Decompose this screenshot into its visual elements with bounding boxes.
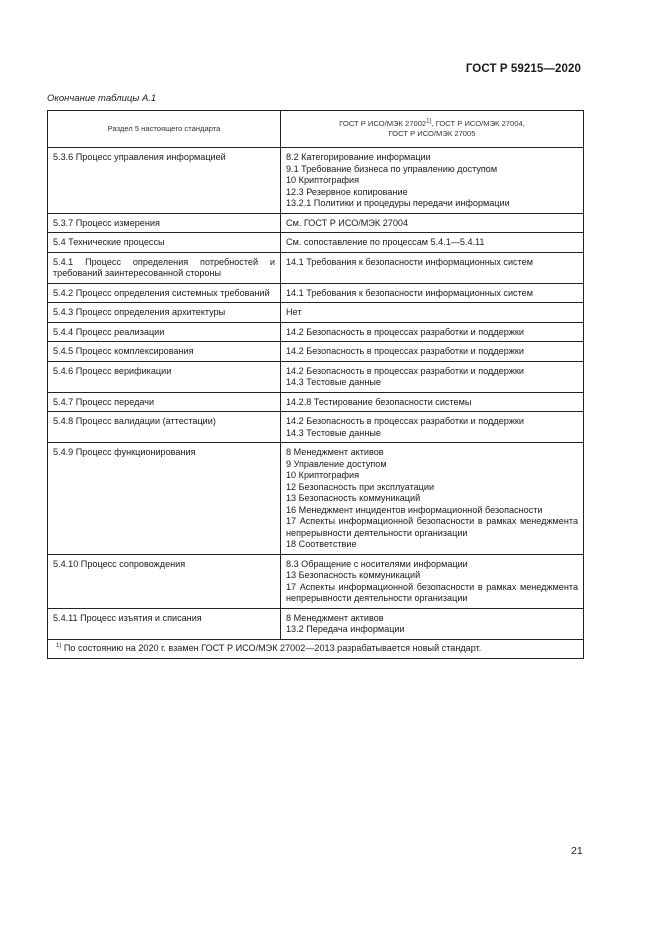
- mapping-item: 8 Менеджмент активов: [286, 447, 384, 457]
- table-header-row: [48, 111, 584, 148]
- mapping-cell: [281, 412, 584, 443]
- mapping-item: 14.3 Тестовые данные: [286, 377, 381, 387]
- table-row: [48, 233, 584, 253]
- col2-header-line2: ГОСТ Р ИСО/МЭК 27005: [388, 129, 476, 138]
- section-cell: 5.4.3 Процесс определения архитектуры: [48, 303, 281, 323]
- mapping-item: 14.1 Требования к безопасности информационных систем: [286, 256, 533, 267]
- mapping-item: 14.2 Безопасность в процессах разработки и поддержки: [286, 416, 524, 426]
- mapping-item: См. ГОСТ Р ИСО/МЭК 27004: [286, 217, 409, 228]
- page-number: 21: [571, 845, 583, 857]
- mapping-cell: [281, 252, 584, 283]
- footnote-row: [48, 639, 584, 659]
- table-row: [48, 303, 584, 323]
- mapping-item: 13 Безопасность коммуникаций: [286, 493, 421, 503]
- table-row: [48, 322, 584, 342]
- mapping-item: 10 Криптография: [286, 470, 360, 480]
- col2-header: [281, 111, 584, 148]
- section-cell: 5.3.7 Процесс измерения: [48, 213, 281, 233]
- section-cell: 5.4.10 Процесс сопровождения: [48, 554, 281, 608]
- footnote: [48, 639, 584, 659]
- mapping-item: 16 Менеджмент инцидентов информационной безопасности: [286, 504, 543, 515]
- mapping-cell: [281, 148, 584, 214]
- mapping-item: 13.2 Передача информации: [286, 624, 405, 634]
- mapping-cell: [281, 608, 584, 639]
- col2-header-sup: 1): [426, 117, 432, 124]
- table-row: [48, 283, 584, 303]
- table-row: [48, 443, 584, 555]
- mapping-item: См. сопоставление по процессам 5.4.1—5.4.11: [286, 237, 485, 247]
- mapping-cell: [281, 443, 584, 555]
- section-cell: 5.4.9 Процесс функционирования: [48, 443, 281, 555]
- table-row: [48, 148, 584, 214]
- mapping-item: 18 Соответствие: [286, 539, 357, 549]
- mapping-item: 14.2 Безопасность в процессах разработки и поддержки: [286, 346, 524, 356]
- mapping-item: 17 Аспекты информационной безопасности в рамках менеджмента непрерывности деятельности организации: [286, 516, 578, 538]
- table-row: [48, 213, 584, 233]
- mapping-cell: [281, 303, 584, 323]
- mapping-cell: [281, 554, 584, 608]
- col2-header-part1: ГОСТ Р ИСО/МЭК 27002: [339, 118, 427, 128]
- mapping-item: 10 Криптография: [286, 175, 360, 185]
- section-cell: 5.4.5 Процесс комплексирования: [48, 342, 281, 362]
- mapping-item: 9.1 Требование бизнеса по управлению доступом: [286, 163, 498, 174]
- mapping-cell: [281, 283, 584, 303]
- document-code: ГОСТ Р 59215—2020: [465, 63, 581, 75]
- mapping-item: 8.2 Категорирование информации: [286, 152, 431, 162]
- mapping-item: 13 Безопасность коммуникаций: [286, 570, 421, 580]
- col2-header-part2: , ГОСТ Р ИСО/МЭК 27004,: [431, 118, 525, 128]
- mapping-item: 14.1 Требования к безопасности информационных систем: [286, 287, 533, 298]
- table-row: [48, 392, 584, 412]
- mapping-item: Нет: [286, 307, 302, 317]
- section-cell: 5.3.6 Процесс управления информацией: [48, 148, 281, 214]
- mapping-cell: [281, 361, 584, 392]
- table-row: [48, 554, 584, 608]
- col1-header: Раздел 5 настоящего стандарта: [48, 111, 281, 148]
- mapping-item: 8.3 Обращение с носителями информации: [286, 558, 468, 569]
- mapping-cell: [281, 213, 584, 233]
- mapping-cell: [281, 322, 584, 342]
- mapping-item: 14.2 Безопасность в процессах разработки и поддержки: [286, 365, 524, 376]
- section-cell: 5.4.6 Процесс верификации: [48, 361, 281, 392]
- section-cell: 5.4.4 Процесс реализации: [48, 322, 281, 342]
- mapping-item: 14.2.8 Тестирование безопасности системы: [286, 396, 472, 407]
- mapping-item: 9 Управление доступом: [286, 458, 387, 469]
- table-row: [48, 252, 584, 283]
- table-caption: Окончание таблицы А.1: [47, 93, 157, 104]
- mapping-item: 8 Менеджмент активов: [286, 612, 384, 623]
- mapping-cell: [281, 233, 584, 253]
- section-cell: 5.4.11 Процесс изъятия и списания: [48, 608, 281, 639]
- mapping-cell: [281, 392, 584, 412]
- section-cell: 5.4.8 Процесс валидации (аттестации): [48, 412, 281, 443]
- table-row: [48, 342, 584, 362]
- section-cell: 5.4.7 Процесс передачи: [48, 392, 281, 412]
- footnote-mark: 1): [56, 642, 62, 649]
- mapping-table: [47, 110, 584, 659]
- table-row: [48, 608, 584, 639]
- table-row: [48, 361, 584, 392]
- section-cell: 5.4 Технические процессы: [48, 233, 281, 253]
- section-cell: 5.4.1 Процесс определения потребностей и требований заинтересованной стороны: [48, 252, 281, 283]
- section-cell: 5.4.2 Процесс определения системных требований: [48, 283, 281, 303]
- mapping-cell: [281, 342, 584, 362]
- mapping-item: 17 Аспекты информационной безопасности в рамках менеджмента непрерывности деятельности организации: [286, 581, 578, 603]
- mapping-item: 12.3 Резервное копирование: [286, 186, 408, 197]
- mapping-item: 12 Безопасность при эксплуатации: [286, 481, 435, 492]
- mapping-item: 14.2 Безопасность в процессах разработки и поддержки: [286, 326, 524, 337]
- mapping-item: 14.3 Тестовые данные: [286, 427, 381, 438]
- table-row: [48, 412, 584, 443]
- footnote-text: По состоянию на 2020 г. взамен ГОСТ Р ИСО/МЭК 27002—2013 разрабатывается новый стандарт.: [61, 642, 482, 653]
- mapping-item: 13.2.1 Политики и процедуры передачи информации: [286, 198, 510, 208]
